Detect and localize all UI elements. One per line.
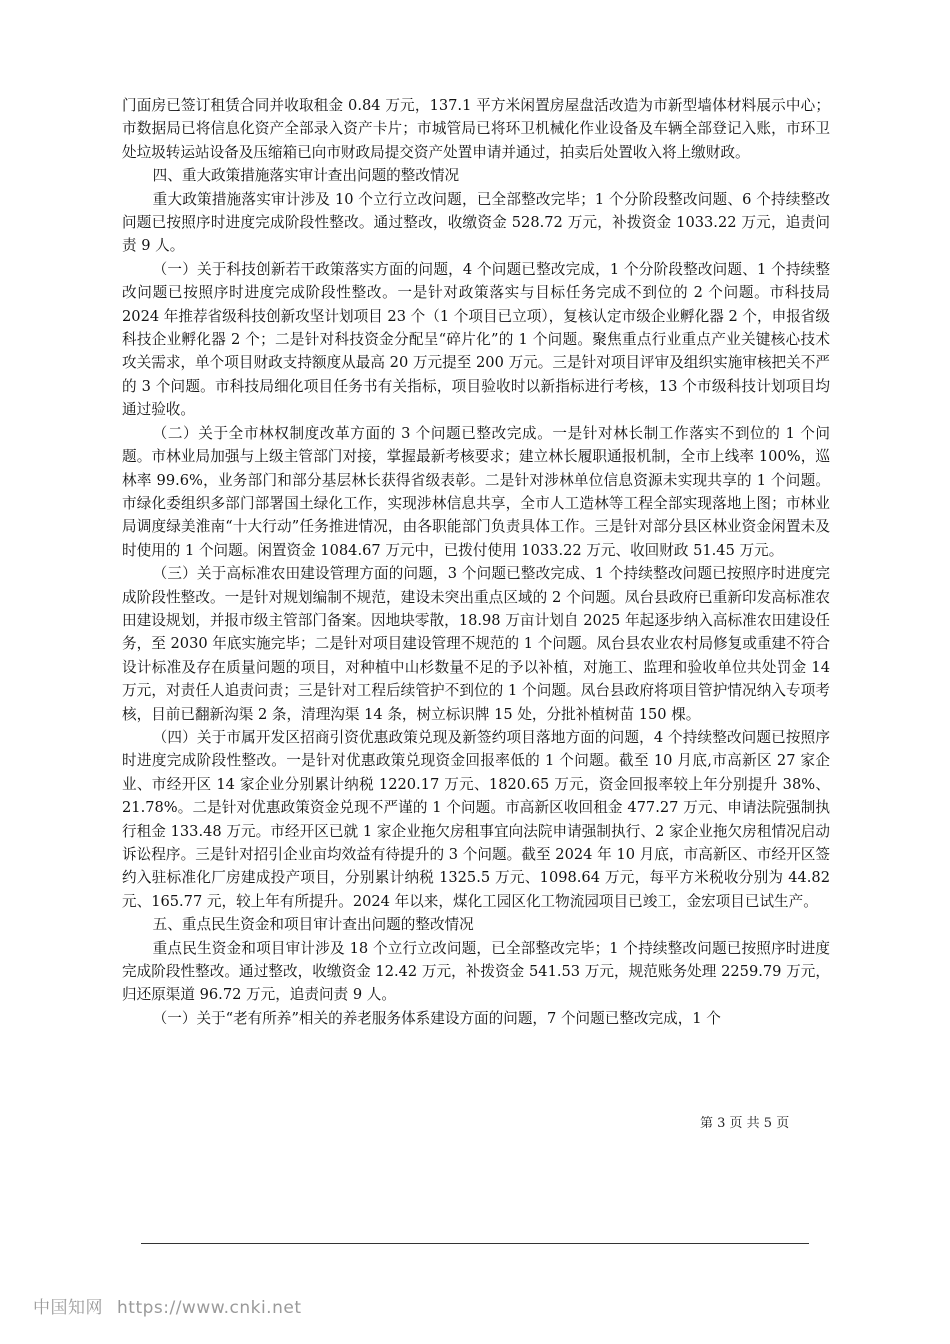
paragraph-1: 门面房已签订租赁合同并收取租金 0.84 万元，137.1 平方米闲置房屋盘活改造为市新型墙体材料展示中心；市数据局已将信息化资产全部录入资产卡片；市城管局已将环卫机械化作业设备及车辆全部登记入账，市环卫处垃圾转运站设备及压缩箱已向市财政局提交资产处置申请并通过，拍卖后处置收入将上缴财政。 xyxy=(122,97,830,161)
paragraph-10: （一）关于“老有所养”相关的养老服务体系建设方面的问题，7 个问题已整改完成，1 个 xyxy=(152,1009,721,1027)
watermark-brand: 中国知网 xyxy=(33,1298,103,1318)
watermark-url: https://www.cnki.net xyxy=(117,1298,302,1318)
document-body xyxy=(122,94,830,1030)
paragraph-7: （四）关于市属开发区招商引资优惠政策兑现及新签约项目落地方面的问题，4 个持续整改问题已按照序时进度完成阶段性整改。一是针对优惠政策兑现资金回报率低的 1 个问题。截至 10 月底,市高新区 27 家企业、市经开区 14 家企业分别累计纳税 1220.17 万元、1820.65 万元，资金回报率较上年分别提升 38%、21.78%。二是针对优惠政策资金兑现不严谨的 1 个问题。市高新区收回租金 477.27 万元、申请法院强制执行租金 133.48 万元。市经开区已就 1 家企业拖欠房租事宜向法院申请强制执行、2 家企业拖欠房租情况启动诉讼程序。三是针对招引企业亩均效益有待提升的 3 个问题。截至 2024 年 10 月底，市高新区、市经开区签约入驻标准化厂房建成投产项目，分别累计纳税 1325.5 万元、1098.64 万元，每平方米税收分别为 44.82 元、165.77 元，较上年有所提升。2024 年以来，煤化工园区化工物流园项目已竣工，金宏项目已试生产。 xyxy=(122,728,830,910)
section-heading-4: 四、重大政策措施落实审计查出问题的整改情况 xyxy=(152,167,460,185)
paragraph-4: （一）关于科技创新若干政策落实方面的问题，4 个问题已整改完成，1 个分阶段整改问题、1 个持续整改问题已按照序时进度完成阶段性整改。一是针对政策落实与目标任务完成不到位的 2 个问题。市科技局 2024 年推荐省级科技创新攻坚计划项目 23 个（1 个项目已立项），复核认定市级企业孵化器 2 个，申报省级科技企业孵化器 2 个；二是针对科技资金分配呈“碎片化”的 1 个问题。聚焦重点行业重点产业关键核心技术攻关需求，单个项目财政支持额度从最高 20 万元提至 200 万元。三是针对项目评审及组织实施审核把关不严的 3 个问题。市科技局细化项目任务书有关指标，项目验收时以新指标进行考核，13 个市级科技计划项目均通过验收。 xyxy=(122,260,830,419)
watermark xyxy=(33,1293,301,1318)
footer-divider xyxy=(141,1243,809,1244)
paragraph-3: 重大政策措施落实审计涉及 10 个立行立改问题，已全部整改完毕；1 个分阶段整改问题、6 个持续整改问题已按照序时进度完成阶段性整改。通过整改，收缴资金 528.72 万元，补拨资金 1033.22 万元，追责问责 9 人。 xyxy=(122,190,830,255)
section-heading-5: 五、重点民生资金和项目审计查出问题的整改情况 xyxy=(152,916,474,934)
paragraph-9: 重点民生资金和项目审计涉及 18 个立行立改问题，已全部整改完毕；1 个持续整改问题已按照序时进度完成阶段性整改。通过整改，收缴资金 12.42 万元，补拨资金 541.53 万元，规范账务处理 2259.79 万元，归还原渠道 96.72 万元，追责问责 9 人。 xyxy=(122,939,830,1004)
page-number: 第 3 页 共 5 页 xyxy=(700,1116,790,1131)
paragraph-6: （三）关于高标准农田建设管理方面的问题，3 个问题已整改完成、1 个持续整改问题已按照序时进度完成阶段性整改。一是针对规划编制不规范，建设未突出重点区域的 2 个问题。凤台县政府已重新印发高标准农田建设规划，并报市级主管部门备案。因地块零散，18.98 万亩计划自 2025 年起逐步纳入高标准农田建设任务，至 2030 年底实施完毕；二是针对项目建设管理不规范的 1 个问题。凤台县农业农村局修复或重建不符合设计标准及存在质量问题的项目，对种植中山杉数量不足的予以补植，对施工、监理和验收单位共处罚金 14 万元，对责任人追责问责；三是针对工程后续管护不到位的 1 个问题。凤台县政府将项目管护情况纳入专项考核，目前已翻新沟渠 2 条，清理沟渠 14 条，树立标识牌 15 处，分批补植树苗 150 棵。 xyxy=(122,565,830,723)
paragraph-5: （二）关于全市林权制度改革方面的 3 个问题已整改完成。一是针对林长制工作落实不到位的 1 个问题。市林业局加强与上级主管部门对接，掌握最新考核要求；建立林长履职通报机制，全市上线率 100%，巡林率 99.6%，业务部门和部分基层林长获得省级表彰。二是针对涉林单位信息资源未实现共享的 1 个问题。市绿化委组织多部门部署国土绿化工作，实现涉林信息共享，全市人工造林等工程全部实现落地上图；市林业局调度绿美淮南“十大行动”任务推进情况，由各职能部门负责具体工作。三是针对部分县区林业资金闲置未及时使用的 1 个问题。闲置资金 1084.67 万元中，已拨付使用 1033.22 万元、收回财政 51.45 万元。 xyxy=(122,424,830,559)
